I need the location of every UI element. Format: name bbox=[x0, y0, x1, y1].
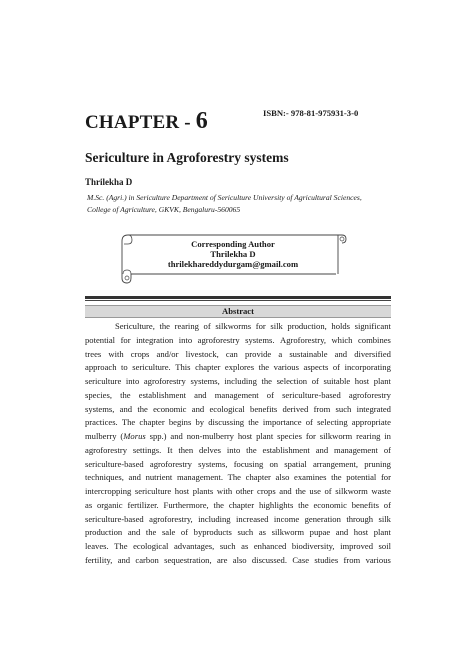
abstract-word: sericulture-based bbox=[85, 513, 144, 524]
abstract-word: provide bbox=[244, 348, 272, 359]
abstract-word: such bbox=[237, 527, 254, 538]
abstract-word: into bbox=[226, 444, 241, 455]
abstract-word: incorporating bbox=[344, 362, 391, 373]
abstract-word: sale bbox=[161, 527, 176, 538]
abstract-word: The bbox=[227, 472, 241, 483]
author-name: Thrilekha D bbox=[85, 177, 133, 187]
abstract-word: economic bbox=[153, 403, 187, 414]
abstract-line bbox=[85, 389, 391, 403]
abstract-word: sericulture bbox=[85, 376, 122, 387]
abstract-word: of bbox=[203, 321, 211, 331]
abstract-word: and bbox=[194, 389, 207, 400]
abstract-word: by bbox=[195, 417, 205, 428]
abstract-line bbox=[85, 540, 391, 554]
abstract-word: management bbox=[214, 389, 259, 400]
abstract-word: for bbox=[380, 472, 391, 483]
abstract-word: the bbox=[120, 389, 131, 400]
abstract-word: the bbox=[213, 499, 224, 510]
abstract-word: Case bbox=[292, 555, 310, 566]
abstract-word: systems, bbox=[85, 403, 115, 414]
abstract-word: livestock, bbox=[185, 348, 219, 359]
abstract-word: for bbox=[255, 321, 266, 331]
abstract-word: discussing bbox=[208, 417, 245, 428]
abstract-word: sericulture-based bbox=[282, 389, 341, 400]
abstract-word: the bbox=[258, 362, 270, 373]
abstract-line bbox=[85, 513, 391, 527]
abstract-word: It bbox=[167, 444, 173, 455]
abstract-word: biodiversity, bbox=[291, 541, 335, 552]
abstract-word: benefits bbox=[250, 403, 278, 414]
abstract-word: and bbox=[334, 348, 348, 359]
abstract-word: of bbox=[305, 417, 313, 428]
abstract-body bbox=[85, 320, 391, 568]
abstract-line bbox=[85, 403, 391, 417]
abstract-word: the bbox=[159, 321, 170, 331]
abstract-word: plant bbox=[373, 527, 391, 538]
abstract-word: Furthermore, bbox=[163, 499, 209, 510]
abstract-word: are bbox=[216, 555, 228, 566]
abstract-word: species bbox=[277, 431, 302, 442]
isbn: ISBN:- 978-81-975931-3-0 bbox=[263, 108, 359, 118]
abstract-word: appropriate bbox=[351, 417, 391, 428]
abstract-word: agroforestry bbox=[85, 444, 127, 455]
abstract-word: integrated bbox=[356, 403, 391, 414]
abstract-word: significant bbox=[354, 321, 391, 331]
abstract-line bbox=[85, 526, 391, 540]
abstract-word: techniques, bbox=[85, 472, 124, 483]
abstract-word: (Morus bbox=[120, 431, 146, 442]
corresponding-author-block bbox=[118, 239, 348, 269]
abstract-word: increased bbox=[236, 513, 269, 524]
abstract-word: income bbox=[273, 513, 300, 524]
abstract-word: establishment bbox=[138, 389, 187, 400]
corresponding-email: thrilekhareddydurgam@gmail.com bbox=[167, 259, 299, 269]
abstract-word: silk bbox=[378, 513, 391, 524]
abstract-word: agroforestry bbox=[149, 458, 192, 469]
abstract-word: crops bbox=[257, 486, 276, 497]
abstract-word: soil bbox=[378, 541, 391, 552]
abstract-word: and bbox=[117, 555, 131, 566]
abstract-word: spp.) bbox=[149, 431, 167, 442]
abstract-word: This bbox=[175, 362, 191, 373]
abstract-word: fertilizer. bbox=[127, 499, 159, 510]
abstract-word: selection bbox=[276, 376, 308, 387]
abstract-line bbox=[85, 458, 391, 472]
abstract-word: highlights bbox=[258, 499, 294, 510]
chapter-label bbox=[85, 108, 208, 135]
abstract-word: integration bbox=[136, 334, 174, 345]
abstract-word: species, bbox=[85, 389, 112, 400]
abstract-word: fertility, bbox=[85, 555, 113, 566]
abstract-word: including bbox=[224, 376, 257, 387]
abstract-word: benefits bbox=[351, 499, 379, 510]
abstract-word: management bbox=[334, 444, 378, 455]
abstract-word: organic bbox=[97, 499, 123, 510]
abstract-word: systems. bbox=[245, 334, 275, 345]
abstract-word: as bbox=[85, 499, 93, 510]
abstract-word: enhanced bbox=[253, 541, 287, 552]
abstract-word: of bbox=[311, 376, 319, 387]
abstract-word: systems, bbox=[190, 376, 220, 387]
abstract-word: pruning bbox=[364, 458, 391, 469]
abstract-word: carbon bbox=[135, 555, 159, 566]
abstract-word: of bbox=[324, 486, 332, 497]
abstract-line bbox=[85, 361, 391, 375]
abstract-word: ecological bbox=[209, 403, 245, 414]
abstract-word: waste bbox=[371, 486, 391, 497]
abstract-word: of bbox=[180, 527, 189, 538]
abstract-word: the bbox=[145, 527, 157, 538]
abstract-word: mulberry bbox=[85, 431, 117, 442]
abstract-word: and bbox=[170, 431, 183, 442]
abstract-word: agroforestry bbox=[348, 389, 391, 400]
corresponding-name: Thrilekha D bbox=[210, 249, 256, 259]
abstract-word: use bbox=[309, 486, 321, 497]
abstract-word: in bbox=[384, 431, 391, 442]
abstract-word: chapter bbox=[195, 362, 221, 373]
abstract-word: through bbox=[346, 513, 374, 524]
abstract-word: chapter bbox=[139, 417, 165, 428]
abstract-word: then bbox=[178, 444, 194, 455]
abstract-word: the bbox=[331, 472, 342, 483]
abstract-word: plants bbox=[192, 486, 214, 497]
abstract-word: the bbox=[295, 486, 306, 497]
abstract-word: leaves. bbox=[85, 541, 109, 552]
chapter-header bbox=[85, 104, 405, 136]
abstract-line bbox=[85, 334, 391, 348]
chapter-title: Sericulture in Agroforestry systems bbox=[85, 150, 289, 165]
abstract-word: establishment bbox=[262, 444, 310, 455]
abstract-word: silkworm bbox=[319, 431, 353, 442]
abstract-word: explores bbox=[224, 362, 255, 373]
abstract-word: on bbox=[269, 458, 279, 469]
section-rule bbox=[85, 296, 391, 299]
abstract-word: focusing bbox=[233, 458, 264, 469]
affiliation-line-1: M.Sc. (Agri.) in Sericulture Department of Sericulture University of Agricultural Sciences, bbox=[87, 193, 362, 202]
abstract-word: agroforestry bbox=[197, 334, 240, 345]
abstract-word: settings. bbox=[132, 444, 162, 455]
abstract-word: of bbox=[383, 499, 391, 510]
section-rule-thin bbox=[85, 300, 391, 301]
abstract-word: into bbox=[178, 334, 193, 345]
abstract-word: the bbox=[246, 444, 257, 455]
abstract-word: sericulture-based bbox=[85, 458, 144, 469]
abstract-word: sequestration, bbox=[164, 555, 212, 566]
abstract-word: delves bbox=[199, 444, 221, 455]
abstract-word: the bbox=[298, 499, 309, 510]
abstract-word: chapter bbox=[245, 472, 271, 483]
abstract-word: host bbox=[174, 486, 190, 497]
abstract-word: and bbox=[127, 527, 141, 538]
abstract-line bbox=[85, 320, 391, 334]
abstract-word: with bbox=[216, 486, 233, 497]
abstract-line bbox=[85, 416, 391, 430]
abstract-word: sericulture. bbox=[132, 362, 171, 373]
abstract-word: to bbox=[121, 362, 128, 373]
abstract-word: other bbox=[235, 486, 254, 497]
abstract-word: which bbox=[331, 334, 353, 345]
abstract-word: pupae bbox=[309, 527, 331, 538]
abstract-word: the bbox=[137, 403, 148, 414]
italic-term: Morus bbox=[123, 431, 146, 442]
abstract-word: silk bbox=[270, 321, 283, 331]
abstract-word: selecting bbox=[317, 417, 348, 428]
abstract-word: plant bbox=[373, 376, 391, 387]
abstract-word: begins bbox=[168, 417, 192, 428]
abstract-word: and bbox=[119, 403, 133, 414]
abstract-word: host bbox=[354, 376, 370, 387]
abstract-word: economic bbox=[313, 499, 347, 510]
abstract-line bbox=[85, 485, 391, 499]
abstract-word: also bbox=[232, 555, 247, 566]
abstract-word: can bbox=[225, 348, 238, 359]
abstract-line bbox=[85, 499, 391, 513]
abstract-word: silkworm bbox=[271, 527, 305, 538]
abstract-word: importance bbox=[262, 417, 302, 428]
abstract-word: of bbox=[383, 444, 391, 455]
abstract-word: management. bbox=[176, 472, 223, 483]
abstract-word: various bbox=[273, 362, 299, 373]
abstract-word: various bbox=[365, 555, 391, 566]
abstract-word: from bbox=[343, 555, 361, 566]
abstract-word: systems, bbox=[198, 458, 228, 469]
abstract-heading: Abstract bbox=[222, 306, 254, 316]
abstract-word: and bbox=[315, 444, 329, 455]
abstract-word: holds bbox=[331, 321, 351, 331]
abstract-word: potential bbox=[346, 472, 377, 483]
abstract-word: rearing bbox=[174, 321, 199, 331]
abstract-word: chapter bbox=[228, 499, 255, 510]
abstract-word: silkworms bbox=[215, 321, 252, 331]
abstract-word: intercropping bbox=[85, 486, 132, 497]
abstract-word: studies bbox=[314, 555, 339, 566]
abstract-word: including bbox=[198, 513, 231, 524]
abstract-word: for bbox=[305, 431, 316, 442]
abstract-word: crops bbox=[130, 348, 150, 359]
abstract-word: practices. bbox=[85, 417, 118, 428]
abstract-word: as bbox=[258, 527, 266, 538]
abstract-line bbox=[85, 430, 391, 444]
abstract-word: derived bbox=[282, 403, 309, 414]
abstract-word: rearing bbox=[356, 431, 381, 442]
abstract-word: byproducts bbox=[193, 527, 232, 538]
abstract-word: generation bbox=[304, 513, 341, 524]
abstract-word: host bbox=[237, 431, 253, 442]
abstract-word: and/or bbox=[156, 348, 179, 359]
abstract-word: and bbox=[191, 403, 205, 414]
corresponding-heading: Corresponding Author bbox=[191, 239, 275, 249]
abstract-word: non-mulberry bbox=[186, 431, 234, 442]
abstract-word: as bbox=[241, 541, 249, 552]
abstract-word: host bbox=[353, 527, 369, 538]
abstract-word: diversified bbox=[354, 348, 391, 359]
abstract-word: discussed. bbox=[251, 555, 287, 566]
abstract-word: aspects bbox=[303, 362, 329, 373]
abstract-word: the bbox=[261, 376, 272, 387]
abstract-word: advantages, bbox=[173, 541, 215, 552]
abstract-word: arrangement, bbox=[312, 458, 359, 469]
abstract-line bbox=[85, 375, 391, 389]
abstract-word: trees bbox=[85, 348, 102, 359]
abstract-word: approach bbox=[85, 362, 117, 373]
abstract-word: production, bbox=[287, 321, 327, 331]
abstract-word: into bbox=[125, 376, 140, 387]
abstract-word: also bbox=[275, 472, 290, 483]
abstract-word: Agroforestry, bbox=[280, 334, 326, 345]
author-affiliation bbox=[87, 192, 397, 216]
abstract-word: the bbox=[248, 417, 259, 428]
abstract-word: combines bbox=[357, 334, 391, 345]
abstract-word: sericulture bbox=[134, 486, 172, 497]
abstract-line bbox=[85, 471, 391, 485]
affiliation-line-2: College of Agriculture, GKVK, Bengaluru-560065 bbox=[87, 205, 241, 214]
abstract-word: a bbox=[278, 348, 283, 359]
abstract-header-bar bbox=[85, 305, 391, 318]
abstract-word: examines bbox=[294, 472, 327, 483]
abstract-word: spatial bbox=[284, 458, 307, 469]
abstract-word: plant bbox=[256, 431, 274, 442]
abstract-word: agroforestry, bbox=[149, 513, 193, 524]
abstract-word: nutrient bbox=[145, 472, 173, 483]
abstract-word: production bbox=[85, 527, 123, 538]
abstract-word: such bbox=[219, 541, 236, 552]
abstract-line bbox=[85, 348, 391, 362]
abstract-word: with bbox=[108, 348, 124, 359]
abstract-word: agroforestry bbox=[143, 376, 186, 387]
abstract-word: sustainable bbox=[289, 348, 328, 359]
abstract-word: Sericulture, bbox=[115, 321, 155, 331]
abstract-word: of bbox=[332, 362, 341, 373]
abstract-line bbox=[85, 444, 391, 458]
abstract-word: suitable bbox=[323, 376, 351, 387]
abstract-word: silkworm bbox=[335, 486, 368, 497]
abstract-word: The bbox=[121, 417, 136, 428]
abstract-word: improved bbox=[340, 541, 373, 552]
corresponding-author-scroll bbox=[118, 230, 348, 284]
abstract-word: of bbox=[266, 389, 274, 400]
abstract-word: and bbox=[279, 486, 292, 497]
abstract-word: and bbox=[335, 527, 349, 538]
abstract-word: and bbox=[128, 472, 141, 483]
abstract-word: for bbox=[120, 334, 131, 345]
abstract-word: from bbox=[313, 403, 331, 414]
abstract-word: ecological bbox=[133, 541, 169, 552]
chapter-label-text: CHAPTER - bbox=[85, 112, 196, 133]
abstract-word: such bbox=[335, 403, 352, 414]
abstract-word: The bbox=[114, 541, 128, 552]
abstract-word: potential bbox=[85, 334, 116, 345]
chapter-number: 6 bbox=[195, 108, 208, 134]
abstract-line bbox=[85, 554, 391, 568]
